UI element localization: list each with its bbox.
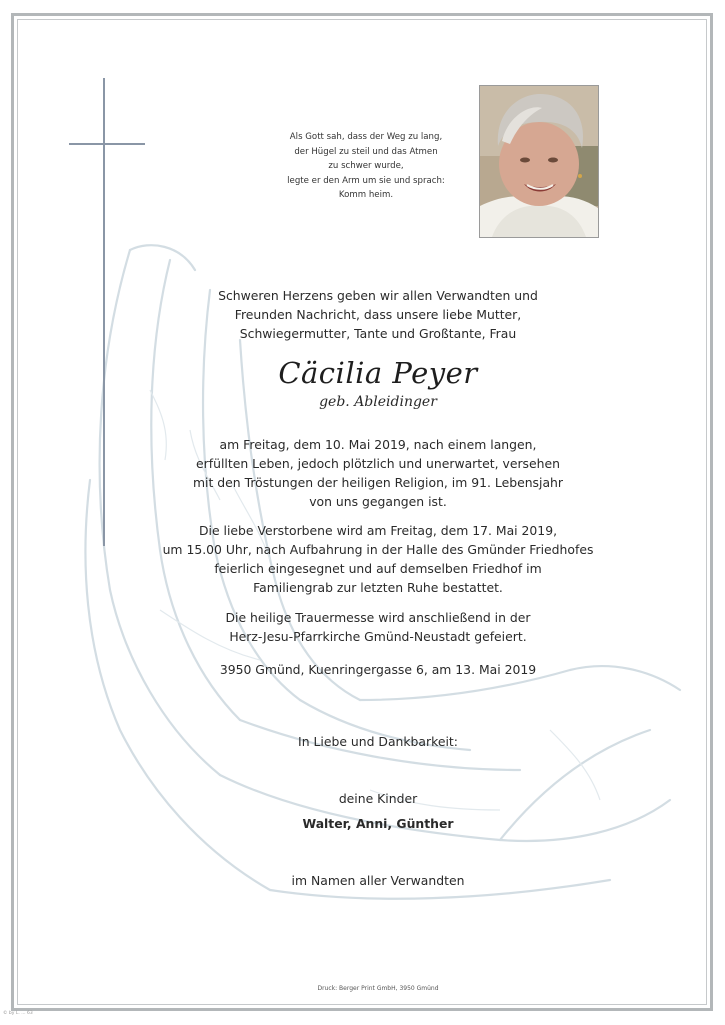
children-label: deine Kinder [338,791,418,806]
death-line: mit den Tröstungen der heiligen Religion, im 91. Lebensjahr [192,475,563,490]
printer-imprint: Druck: Berger Print GmbH, 3950 Gmünd [317,985,439,992]
poem-line: Komm heim. [338,190,394,201]
funeral-line: Die liebe Verstorbene wird am Freitag, dem 17. Mai 2019, [198,523,558,538]
intro-line: Schwiegermutter, Tante und Großtante, Frau [239,326,517,341]
closing-line: In Liebe und Dankbarkeit: [298,734,458,749]
poem-line: zu schwer wurde, [328,161,404,172]
poem-line: der Hügel zu steil und das Atmen [294,146,438,157]
portrait-photo [479,85,599,238]
mass-line: Herz-Jesu-Pfarrkirche Gmünd-Neustadt gefeiert. [229,629,527,644]
poem-line: Als Gott sah, dass der Weg zu lang, [289,132,443,142]
poem [266,130,466,203]
maiden-name: geb. Ableidinger [319,394,437,410]
relatives-line: im Namen aller Verwandten [291,873,465,888]
place-date: 3950 Gmünd, Kuenringergasse 6, am 13. Mai 2019 [219,662,537,677]
intro-line: Schweren Herzens geben wir allen Verwandten und [218,288,538,303]
funeral-line: um 15.00 Uhr, nach Aufbahrung in der Halle des Gmünder Friedhofes [162,542,594,557]
death-line: am Freitag, dem 10. Mai 2019, nach einem langen, [219,437,537,452]
cross-vertical-bar [103,78,105,546]
death-line: von uns gegangen ist. [309,494,447,509]
mass-paragraph [120,608,636,646]
copyright-note: © by L. ... 63 [3,1011,33,1016]
intro-line: Freunden Nachricht, dass unsere liebe Mutter, [234,307,522,322]
children-names: Walter, Anni, Günther [302,816,454,831]
death-line: erfüllten Leben, jedoch plötzlich und unerwartet, versehen [196,456,560,471]
funeral-line: feierlich eingesegnet und auf demselben Friedhof im [214,561,542,576]
intro-paragraph [120,286,636,343]
funeral-line: Familiengrab zur letzten Ruhe bestattet. [253,580,503,595]
mass-line: Die heilige Trauermesse wird anschließend in der [225,610,531,625]
poem-line: legte er den Arm um sie und sprach: [287,175,445,186]
funeral-paragraph [120,521,636,597]
cross-horizontal-bar [69,143,145,145]
deceased-name: Cäcilia Peyer [278,356,478,390]
death-paragraph [120,435,636,511]
